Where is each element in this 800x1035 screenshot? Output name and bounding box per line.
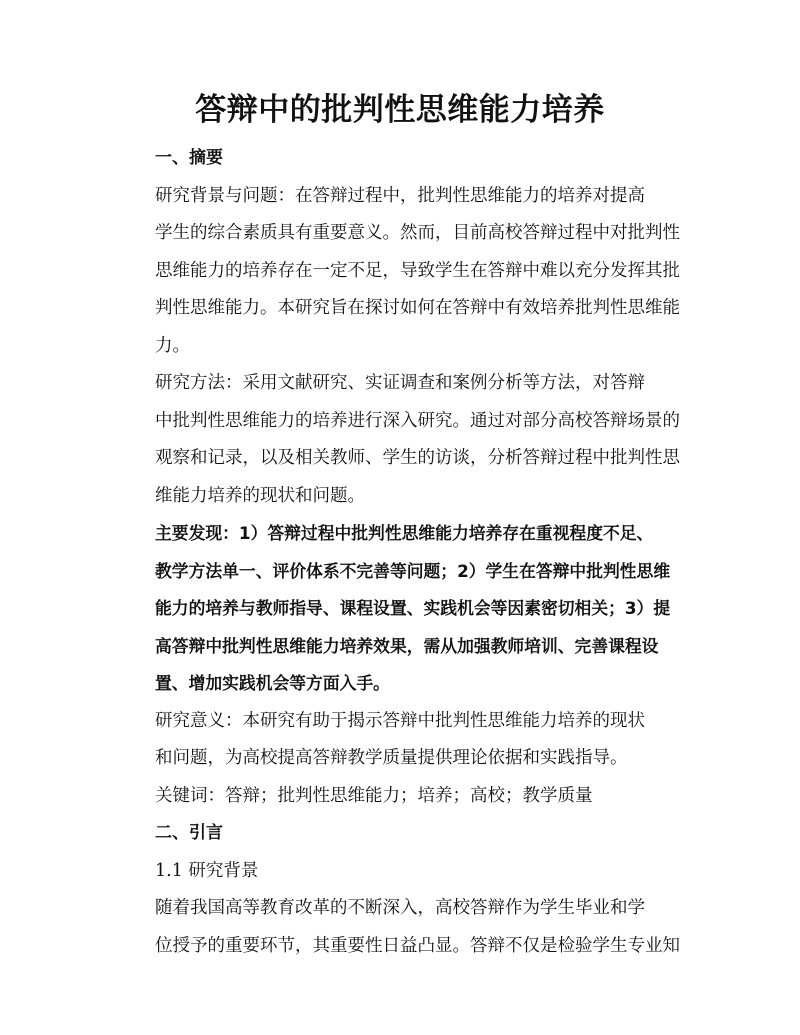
keywords-line: 关键词：答辩；批判性思维能力；培养；高校；教学质量 [155,785,593,806]
paragraph-significance [118,703,698,778]
paragraph-findings [118,515,698,703]
section-heading-abstract: 一、摘要 [155,148,223,168]
text-line: 学生的综合素质具有重要意义。然而，目前高校答辩过程中对批判性 [155,223,680,243]
text-line: 维能力培养的现状和问题。 [155,485,365,506]
paragraph-background-intro [118,890,698,965]
text-line: 高答辩中批判性思维能力培养效果，需从加强教师培训、完善课程设 [155,635,659,656]
text-line: 研究背景与问题：在答辩过程中，批判性思维能力的培养对提高 [155,185,645,206]
text-line: 研究意义：本研究有助于揭示答辩中批判性思维能力培养的现状 [155,710,645,731]
text-line: 主要发现：1）答辩过程中批判性思维能力培养存在重视程度不足、 [155,523,654,543]
text-line: 力。 [155,335,190,356]
subsection-heading-background: 1.1 研究背景 [155,860,259,881]
text-line: 教学方法单一、评价体系不完善等问题；2）学生在答辩中批判性思维 [155,560,671,581]
text-line: 能力的培养与教师指导、课程设置、实践机会等因素密切相关；3）提 [155,598,671,618]
paragraph-background [118,178,698,366]
text-line: 中批判性思维能力的培养进行深入研究。通过对部分高校答辩场景的 [155,410,680,431]
text-line: 随着我国高等教育改革的不断深入，高校答辩作为学生毕业和学 [155,898,645,918]
text-line: 位授予的重要环节，其重要性日益凸显。答辩不仅是检验学生专业知 [155,935,680,956]
text-line: 置、增加实践机会等方面入手。 [155,673,390,693]
text-line: 研究方法：采用文献研究、实证调查和案例分析等方法，对答辩 [155,373,645,393]
document-body [118,140,698,965]
text-line: 判性思维能力。本研究旨在探讨如何在答辩中有效培养批判性思维能 [155,298,680,318]
document-title: 答辩中的批判性思维能力培养 [195,92,605,128]
paragraph-method [118,365,698,515]
text-line: 和问题，为高校提高答辩教学质量提供理论依据和实践指导。 [155,748,628,768]
text-line: 思维能力的培养存在一定不足，导致学生在答辩中难以充分发挥其批 [155,260,680,281]
text-line: 观察和记录，以及相关教师、学生的访谈，分析答辩过程中批判性思 [155,448,680,468]
section-heading-introduction: 二、引言 [155,823,223,843]
